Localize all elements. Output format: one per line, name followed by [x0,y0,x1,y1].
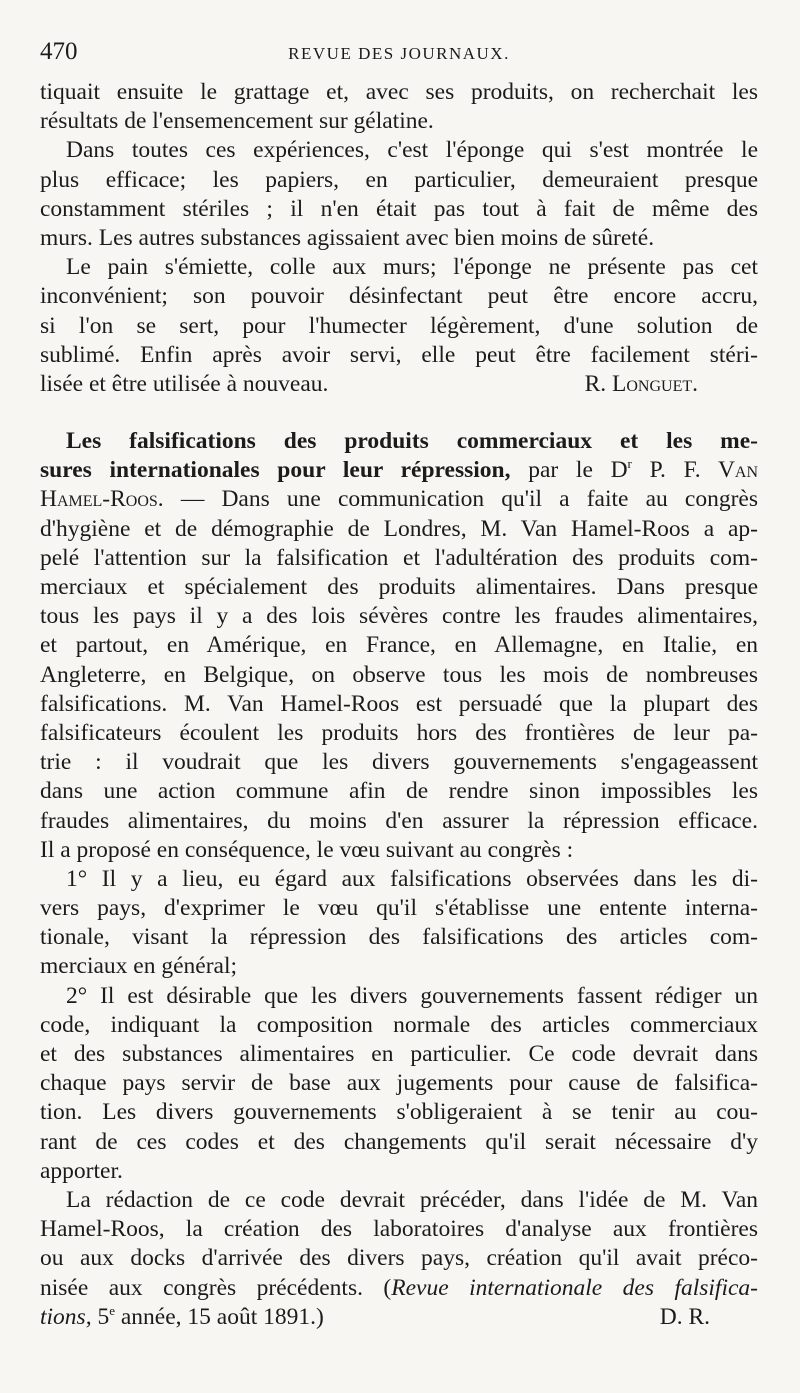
body-line [40,1274,758,1303]
page-number: 470 [40,38,78,65]
body-line: Hamel-Roos, la création des laboratoires d'analyse aux frontières [40,1216,758,1243]
body-line: tion. Les divers gouvernements s'obligeraient à se tenir au cou- [40,1099,758,1126]
body-line: Angleterre, en Belgique, on observe tous les mois de nombreuses [40,661,758,688]
citation-line [40,1303,758,1332]
body-line: constamment stériles ; il n'en était pas tout à fait de même des [40,195,758,222]
citation-sup: e [109,1302,115,1318]
body-line: rant de ces codes et des changements qu'il serait nécessaire d'y [40,1128,758,1155]
byline-prefix: par le D [528,457,628,484]
article-title-continued: sures internationales pour leur répression, [40,457,511,484]
body-text: — Dans une communication qu'il a faite au congrès [180,486,758,513]
body-line: apporter. [40,1157,123,1184]
body-line: chaque pays servir de base aux jugements pour cause de falsifica- [40,1070,758,1097]
journal-title-continued: tions, [40,1303,92,1330]
body-line: plus efficace; les papiers, en particulier, demeuraient presque [40,166,758,193]
running-head [40,38,758,78]
body-text: nisée aux congrès précédents. ( [40,1274,392,1301]
signature: R. Longuet. [584,370,698,397]
body-line: inconvénient; son pouvoir désinfectant peut être encore accru, [40,283,758,310]
signature: D. R. [659,1303,710,1330]
body-line: 1° Il y a lieu, eu égard aux falsifications observées dans les di- [66,865,758,892]
body-line: tionale, visant la répression des falsifications des articles com- [40,924,758,951]
body-line: vers pays, d'exprimer le vœu qu'il s'établisse une entente interna- [40,895,758,922]
body-line: résultats de l'ensemencement sur gélatine. [40,108,434,135]
body-line: trie : il voudrait que les divers gouvernements s'engageassent [40,749,758,776]
body-line: 2° Il est désirable que les divers gouvernements fassent rédiger un [66,982,758,1009]
body-line: sublimé. Enfin après avoir servi, elle peut être facilement stéri- [40,341,758,368]
body-line [40,370,758,399]
running-title: REVUE DES JOURNAUX. [288,44,510,63]
citation-number: 5 [97,1303,110,1330]
body-line: tous les pays il y a des lois sévères contre les fraudes alimentaires, [40,603,758,630]
body-line: d'hygiène et de démographie de Londres, M. Van Hamel-Roos a ap- [40,515,758,542]
article-title-line [40,456,758,485]
article-title: Les falsifications des produits commerciaux et les me- [66,428,758,455]
body-line: et des substances alimentaires en particulier. Ce code devrait dans [40,1041,758,1067]
body-line: fraudes alimentaires, du moins d'en assurer la répression efficace. [40,807,758,834]
section-gap [40,399,758,427]
author-name: P. F. Van [649,457,758,484]
body-line: pelé l'attention sur la falsification et l'adultération des produits com- [40,544,758,571]
body-text: lisée et être utilisée à nouveau. [40,370,329,397]
body-line: falsificateurs écoulent les produits hors des frontières de leur pa- [40,719,758,746]
body-line: murs. Les autres substances agissaient avec bien moins de sûreté. [40,224,655,251]
journal-title: Revue internationale des falsifica- [391,1274,758,1301]
body-line: dans une action commune afin de rendre sinon impossibles les [40,778,758,805]
body-line: merciaux en général; [40,953,238,980]
body-line: code, indiquant la composition normale des articles commerciaux [40,1011,758,1038]
byline-sup: r [627,456,632,472]
author-name-continued: Hamel-Roos. [40,486,164,513]
citation-date: année, 15 août 1891.) [120,1303,324,1330]
body-line: merciaux et spécialement des produits alimentaires. Dans presque [40,574,758,600]
author-line [40,485,758,514]
body-line: Le pain s'émiette, colle aux murs; l'éponge ne présente pas cet [66,254,758,281]
body-line: falsifications. M. Van Hamel-Roos est persuadé que la plupart des [40,690,758,717]
body-line: Il a proposé en conséquence, le vœu suivant au congrès : [40,836,574,863]
body-line: La rédaction de ce code devrait précéder, dans l'idée de M. Van [66,1186,758,1213]
body-line: ou aux docks d'arrivée des divers pays, création qu'il avait préco- [40,1245,758,1272]
body-line: tiquait ensuite le grattage et, avec ses produits, on recherchait les [40,79,758,105]
body-line: et partout, en Amérique, en France, en Allemagne, en Italie, en [40,632,758,659]
body-line: si l'on se sert, pour l'humecter légèrement, d'une solution de [40,312,758,339]
body-line: Dans toutes ces expériences, c'est l'éponge qui s'est montrée le [66,137,758,164]
